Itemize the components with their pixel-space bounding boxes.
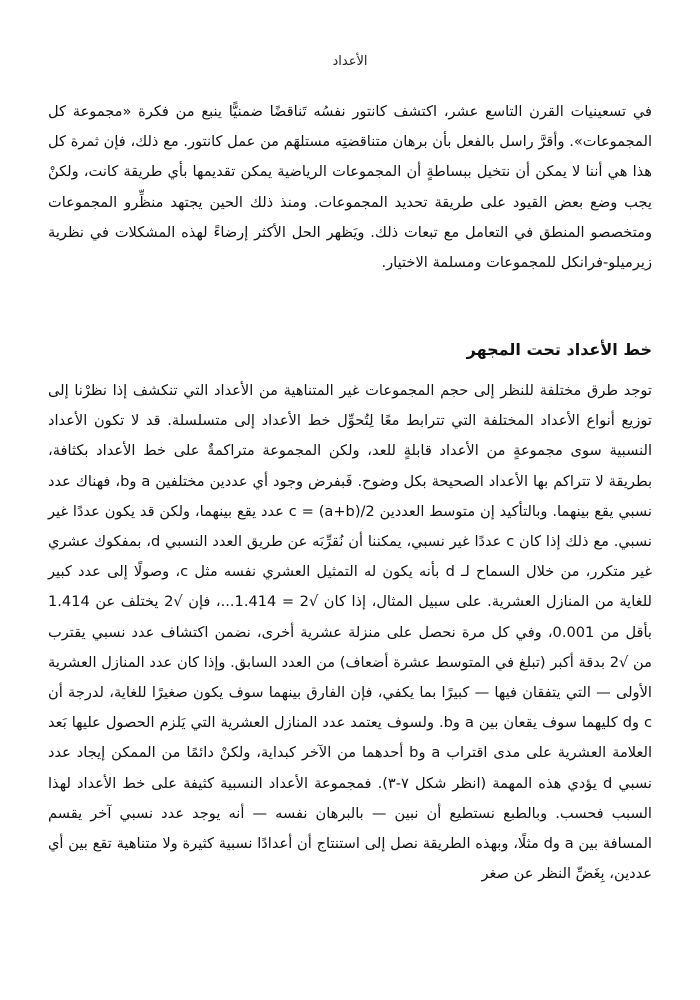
section-heading: خط الأعداد تحت المجهر — [466, 340, 652, 359]
intro-paragraph: في تسعينيات القرن التاسع عشر، اكتشف كانتور نفسُه تَناقضًا ضمنيًّا ينبع من فكرة «مجموعة كل المجموعات». وأقرَّ راسل بالفعل بأن برهان متناقضتِه مستلهَم من عمل كانتور. مع ذلك، فإن ثمرة كل هذا هي أننا لا يمكن أن نتخيل ببساطةٍ أن المجموعات الرياضية يمكن تقديمها بأي طريقة كانت، ولكنْ يجب وضع بعض القيود على طريقة تحديد المجموعات. ومنذ ذلك الحين يجتهد منظِّرو المجموعات ومتخصصو المنطق في التعامل مع تبعات ذلك. ويَظهر الحل الأكثر إرضاءً لهذه المشكلات في نظرية زيرميلو-فرانكل للمجموعات ومسلمة الاختيار. — [48, 103, 652, 272]
running-header: الأعداد — [332, 54, 368, 69]
intro-section — [48, 97, 652, 278]
section-paragraph: توجد طرق مختلفة للنظر إلى حجم المجموعات غير المتناهية من الأعداد التي تنكشف إذا نظرْنا إلى توزيع أنواع الأعداد المختلفة التي تترابط معًا لِتُحوِّل خط الأعداد إلى متسلسلة. قد لا تكون الأعداد النسبية سوى مجموعةٍ من الأعداد قابلةٍ للعد، ولكن المجموعة متراكمةٌ على خط الأعداد بكثافة، بطريقة لا تتراكم بها الأعداد الصحيحة بكل وضوح. فَبفرض وجود أي عددين مختلفين a وb، فهناك عدد نسبي يقع بينهما. وبالتأكيد إن متوسط العددين c = (a+b)/2 عدد يقع بينهما، ولكن قد يكون عددًا غير نسبي. مع ذلك إذا كان c عددًا غير نسبي، يمكننا أن نُقرِّبَه عن طريق العدد النسبي d، بمفكوك عشري غير متكرر، من خلال السماح لـ d بأنه يكون له التمثيل العشري نفسه مثل c، وصولًا إلى عدد كبير للغاية من المنازل العشرية. على سبيل المثال، إذا كان √2 = 1.414...، فإن √2 يختلف عن 1.414 بأقل من 0.001، وفي كل مرة نحصل على منزلة عشرية أخرى، نضمن اكتشاف عدد نسبي يقترب من √2 بدقة أكبر (تبلغ في المتوسط عشرة أضعاف) من العدد السابق. وإذا كان عدد المنازل العشرية الأولى — التي يتفقان فيها — كبيرًا بما يكفي، فإن الفارق بينهما سوف يكون صغيرًا للغاية، لدرجة أن c وd كليهما سوف يقعان بين a وb. ولسوف يعتمد عدد المنازل العشرية التي يَلزم الحصول عليها بَعد العلامة العشرية على مدى اقتراب a وb أحدهما من الآخر كبداية، ولكنْ دائمًا من الممكن إيجاد عدد نسبي d يؤدي هذه المهمة (انظر شكل ٧-٣). فمجموعة الأعداد النسبية كثيفة على خط الأعداد لهذا السبب فحسب. وبالطبع نستطيع أن نبين — بالبرهان نفسه — أنه يوجد عدد نسبي آخر يقسم المسافة بين a وd مثلًا، وبهذه الطريقة نصل إلى استنتاج أن أعدادًا نسبية كثيرة ولا متناهية تقع بين أي عددين، بِغَضِّ النظر عن صغر — [48, 382, 653, 883]
book-page — [48, 0, 652, 1000]
